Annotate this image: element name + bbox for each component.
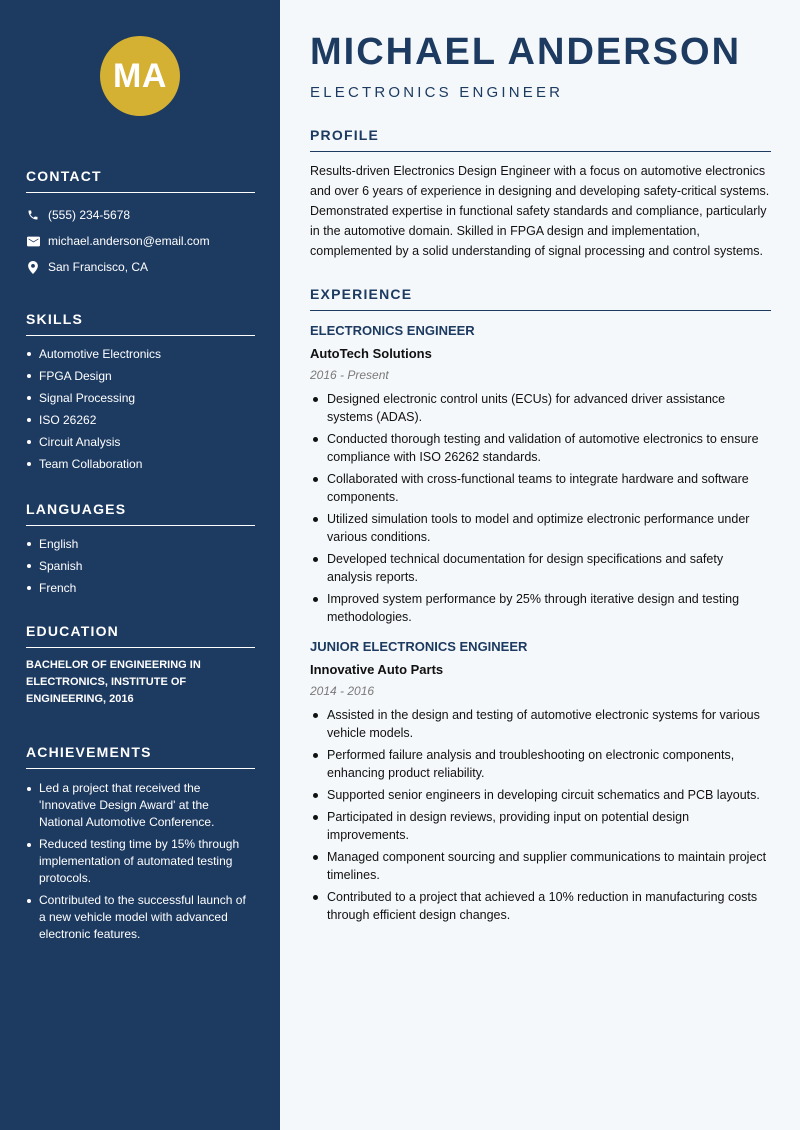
job-role: ELECTRONICS ENGINEER [310,323,475,338]
job-bullet: Collaborated with cross-functional teams to integrate hardware and software components. [310,470,771,506]
skill-item: Circuit Analysis [26,435,255,449]
language-item: Spanish [26,559,255,573]
skills-section [26,311,255,471]
skills-title: SKILLS [26,311,255,336]
candidate-name: MICHAEL ANDERSON [310,31,742,73]
job-bullet: Improved system performance by 25% through iterative design and testing methodologies. [310,590,771,626]
job-bullet: Performed failure analysis and troubleshooting on electronic components, enhancing product reliability. [310,746,771,782]
job-bullet: Participated in design reviews, providing input on potential design improvements. [310,808,771,844]
experience-title: EXPERIENCE [310,286,771,311]
job-bullet: Developed technical documentation for design specifications and safety analysis reports. [310,550,771,586]
contact-title: CONTACT [26,168,255,193]
skill-item: ISO 26262 [26,413,255,427]
profile-text: Results-driven Electronics Design Engineer with a focus on automotive electronics and over 6 years of experience in designing and developing safety-critical systems. Demonstrated expertise in functional safety standards and compliance, particularly in the automotive domain. Skilled in FPGA design and implementation, complemented by a solid understanding of signal processing and control systems. [310,164,770,258]
achievements-section [26,744,255,943]
skill-item: Automotive Electronics [26,347,255,361]
job-bullet: Managed component sourcing and supplier communications to maintain project timelines. [310,848,771,884]
skill-item: Signal Processing [26,391,255,405]
contact-location [26,254,255,280]
job-bullet: Supported senior engineers in developing circuit schematics and PCB layouts. [310,786,771,804]
experience-section [310,286,771,924]
profile-title: PROFILE [310,127,771,152]
languages-list [26,537,255,595]
job-bullets [310,390,771,626]
job-role: JUNIOR ELECTRONICS ENGINEER [310,639,528,654]
sidebar [0,0,280,1130]
main-content [280,0,800,1130]
skill-item: Team Collaboration [26,457,255,471]
achievements-title: ACHIEVEMENTS [26,744,255,769]
job-bullet: Assisted in the design and testing of automotive electronic systems for various vehicle models. [310,706,771,742]
location-text: San Francisco, CA [48,260,149,274]
job-entry [310,639,771,924]
candidate-title: ELECTRONICS ENGINEER [310,84,564,101]
skill-item: FPGA Design [26,369,255,383]
avatar [100,36,180,116]
job-dates: 2016 - Present [310,368,389,382]
achievement-item: Led a project that received the 'Innovative Design Award' at the National Automotive Conference. [26,780,255,831]
contact-phone [26,202,255,228]
achievements-list [26,780,255,943]
contact-email [26,228,255,254]
job-bullets [310,706,771,924]
job-bullet: Conducted thorough testing and validation of automotive electronics to ensure compliance with ISO 26262 standards. [310,430,771,466]
job-bullet: Contributed to a project that achieved a 10% reduction in manufacturing costs through efficient design changes. [310,888,771,924]
job-company: Innovative Auto Parts [310,662,444,677]
education-section [26,623,255,708]
profile-section [310,127,771,261]
phone-icon [26,208,40,222]
achievement-item: Reduced testing time by 15% through implementation of automated testing protocols. [26,836,255,887]
job-bullet: Utilized simulation tools to model and optimize electronic performance under various conditions. [310,510,771,546]
avatar-initials: MA [113,56,167,95]
contact-list [26,202,255,280]
job-company: AutoTech Solutions [310,346,432,361]
contact-section [26,168,255,280]
phone-text[interactable]: (555) 234-5678 [48,208,131,222]
education-title: EDUCATION [26,623,255,648]
job-bullet: Designed electronic control units (ECUs) for advanced driver assistance systems (ADAS). [310,390,771,426]
language-item: French [26,581,255,595]
mail-icon [26,234,40,248]
education-entry: BACHELOR OF ENGINEERING IN ELECTRONICS, INSTITUTE OF ENGINEERING, 2016 [26,659,201,705]
skills-list [26,347,255,471]
email-text[interactable]: michael.anderson@email.com [48,234,210,248]
language-item: English [26,537,255,551]
job-dates: 2014 - 2016 [310,684,375,698]
languages-section [26,501,255,595]
location-pin-icon [26,260,40,274]
achievement-item: Contributed to the successful launch of a new vehicle model with advanced electronic features. [26,892,255,943]
languages-title: LANGUAGES [26,501,255,526]
job-entry [310,323,771,626]
